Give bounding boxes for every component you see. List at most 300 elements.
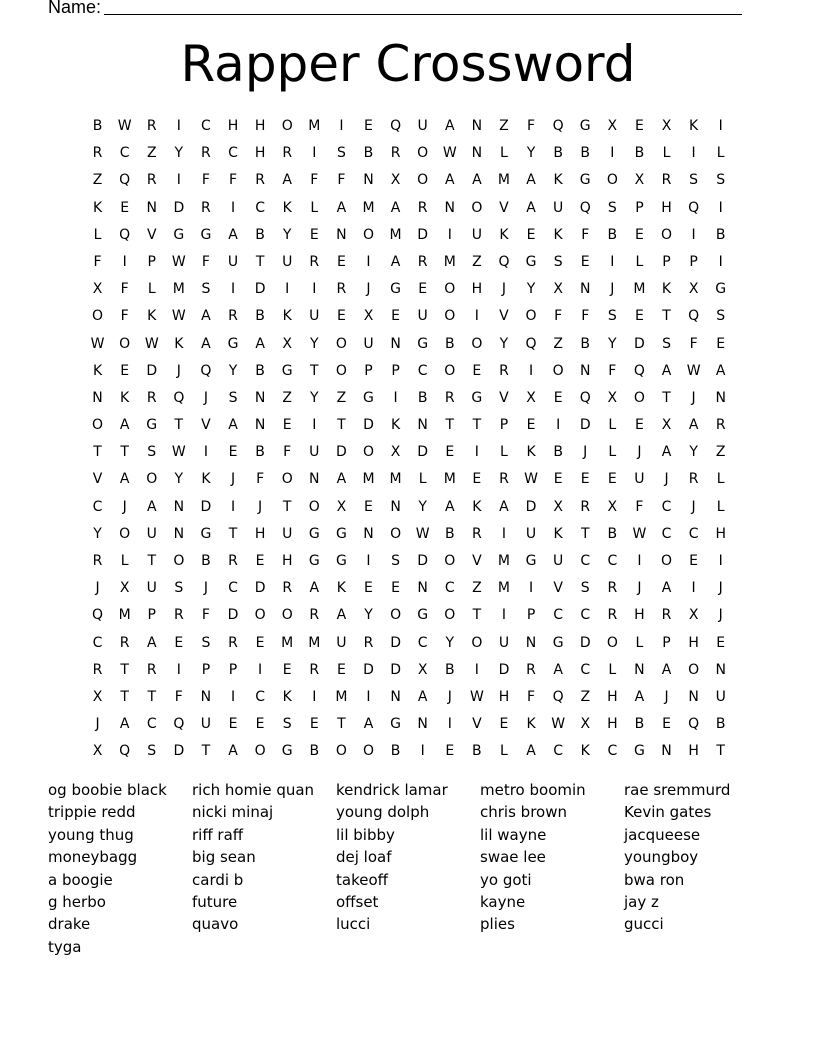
grid-letter[interactable]: E [336,661,346,678]
grid-letter[interactable]: Q [173,389,185,406]
grid-letter[interactable]: S [607,199,617,216]
grid-letter[interactable]: X [92,688,103,705]
grid-letter[interactable]: O [92,417,104,434]
grid-letter[interactable]: A [417,688,428,705]
grid-letter[interactable]: E [282,661,292,678]
grid-letter[interactable]: E [607,471,617,488]
grid-letter[interactable]: X [688,281,699,298]
grid-letter[interactable]: A [228,743,238,760]
grid-letter[interactable]: U [417,118,428,134]
grid-letter[interactable]: E [472,471,482,488]
grid-letter[interactable]: E [174,634,184,651]
grid-letter[interactable]: X [119,580,130,597]
grid-letter[interactable]: C [146,716,157,733]
grid-letter[interactable]: I [501,607,507,624]
grid-letter[interactable]: N [634,661,645,678]
grid-letter[interactable]: R [146,118,157,134]
grid-letter[interactable]: M [443,253,456,270]
grid-letter[interactable]: A [228,417,238,434]
grid-letter[interactable]: B [607,525,618,542]
grid-letter[interactable]: E [255,553,265,569]
grid-letter[interactable]: O [606,634,618,651]
grid-letter[interactable]: Q [552,118,564,134]
grid-letter[interactable]: E [472,362,482,379]
grid-letter[interactable]: H [471,281,483,298]
grid-letter[interactable]: K [553,226,563,243]
grid-letter[interactable]: Y [310,389,319,406]
name-line[interactable] [104,14,742,15]
grid-letter[interactable]: A [309,580,320,597]
grid-letter[interactable]: L [93,226,102,243]
grid-letter[interactable]: M [118,607,131,624]
grid-letter[interactable]: G [579,118,591,134]
grid-letter[interactable]: G [200,525,212,542]
grid-letter[interactable]: A [661,362,672,379]
grid-letter[interactable]: O [281,471,293,488]
grid-letter[interactable]: Y [418,498,427,515]
grid-letter[interactable]: Q [92,607,104,624]
grid-letter[interactable]: Y [174,471,184,488]
grid-letter[interactable]: K [92,362,103,379]
grid-letter[interactable]: L [716,471,725,488]
grid-letter[interactable]: G [471,389,483,406]
grid-letter[interactable]: T [716,743,725,760]
grid-letter[interactable]: M [389,226,402,243]
grid-letter[interactable]: W [117,118,132,134]
grid-letter[interactable]: C [417,362,428,379]
grid-letter[interactable]: G [715,281,727,298]
grid-letter[interactable]: T [337,716,346,733]
grid-letter[interactable]: N [254,417,266,434]
grid-letter[interactable]: G [525,553,537,569]
grid-letter[interactable]: J [230,471,236,488]
grid-letter[interactable]: W [632,525,647,542]
grid-letter[interactable]: A [390,199,401,216]
grid-letter[interactable]: E [634,308,644,325]
grid-letter[interactable]: K [553,525,563,542]
grid-letter[interactable]: N [336,226,347,243]
grid-letter[interactable]: T [93,444,102,461]
grid-letter[interactable]: O [119,525,131,542]
grid-letter[interactable]: P [147,607,156,624]
grid-letter[interactable]: K [92,199,103,216]
grid-letter[interactable]: T [580,525,590,542]
grid-letter[interactable]: T [662,389,671,406]
grid-letter[interactable]: Z [580,688,591,705]
grid-letter[interactable]: H [254,145,266,162]
grid-letter[interactable]: X [390,172,401,189]
grid-letter[interactable]: S [201,634,211,651]
grid-letter[interactable]: E [634,118,644,134]
grid-letter[interactable]: Z [472,253,482,270]
grid-letter[interactable]: U [471,226,482,243]
grid-letter[interactable]: G [173,226,185,243]
grid-letter[interactable]: F [201,253,210,270]
grid-letter[interactable]: D [417,226,429,243]
grid-letter[interactable]: U [553,199,564,216]
grid-letter[interactable]: E [255,634,265,651]
grid-letter[interactable]: M [497,580,510,597]
grid-letter[interactable]: O [417,145,429,162]
grid-letter[interactable]: G [281,362,293,379]
grid-letter[interactable]: W [90,335,105,352]
grid-letter[interactable]: V [92,471,103,488]
grid-letter[interactable]: F [337,172,346,189]
grid-letter[interactable]: H [254,525,266,542]
grid-letter[interactable]: W [469,688,484,705]
grid-letter[interactable]: Z [499,118,509,134]
grid-letter[interactable]: J [258,498,263,515]
grid-letter[interactable]: T [472,417,482,434]
grid-letter[interactable]: K [201,471,211,488]
grid-letter[interactable]: O [525,308,537,325]
grid-letter[interactable]: O [335,335,347,352]
grid-letter[interactable]: E [553,471,563,488]
grid-letter[interactable]: A [526,743,536,760]
grid-letter[interactable]: J [664,471,669,488]
grid-letter[interactable]: Y [228,362,238,379]
grid-letter[interactable]: A [336,471,347,488]
grid-letter[interactable]: A [688,417,699,434]
grid-letter[interactable]: U [634,471,645,488]
grid-letter[interactable]: G [200,226,212,243]
grid-letter[interactable]: A [661,444,672,461]
grid-letter[interactable]: K [553,172,563,189]
grid-letter[interactable]: Y [310,335,319,352]
grid-letter[interactable]: D [579,634,591,651]
grid-letter[interactable]: E [228,444,238,461]
grid-letter[interactable]: I [691,145,696,162]
grid-letter[interactable]: E [580,471,590,488]
grid-letter[interactable]: A [336,607,347,624]
grid-letter[interactable]: K [499,226,509,243]
grid-letter[interactable]: J [95,580,100,597]
grid-letter[interactable]: C [444,580,455,597]
grid-letter[interactable]: I [718,553,723,569]
grid-letter[interactable]: G [552,634,564,651]
grid-letter[interactable]: I [203,444,208,461]
grid-letter[interactable]: P [364,362,373,379]
grid-letter[interactable]: X [282,335,292,352]
grid-letter[interactable]: C [688,525,699,542]
grid-letter[interactable]: O [606,172,618,189]
grid-letter[interactable]: R [92,553,103,569]
grid-letter[interactable]: J [637,444,642,461]
grid-letter[interactable]: A [201,335,211,352]
grid-letter[interactable]: G [363,389,374,406]
grid-letter[interactable]: S [716,308,726,325]
grid-letter[interactable]: F [581,226,590,243]
grid-letter[interactable]: R [499,471,509,488]
grid-letter[interactable]: E [716,634,726,651]
grid-letter[interactable]: N [661,743,672,760]
grid-letter[interactable]: A [255,335,265,352]
grid-letter[interactable]: F [689,335,698,352]
grid-letter[interactable]: R [715,417,726,434]
grid-letter[interactable]: A [634,688,645,705]
grid-letter[interactable]: H [634,607,645,624]
grid-letter[interactable]: W [171,308,186,325]
grid-letter[interactable]: X [607,498,618,515]
grid-letter[interactable]: E [553,389,563,406]
grid-letter[interactable]: O [362,444,374,461]
grid-letter[interactable]: U [498,634,510,651]
grid-letter[interactable]: H [281,553,293,569]
grid-letter[interactable]: F [120,281,129,298]
grid-letter[interactable]: I [312,281,317,298]
grid-letter[interactable]: A [444,118,455,134]
grid-letter[interactable]: E [364,580,373,597]
grid-letter[interactable]: J [691,389,696,406]
grid-letter[interactable]: N [363,172,374,189]
grid-letter[interactable]: M [633,281,646,298]
grid-letter[interactable]: S [553,253,563,270]
grid-letter[interactable]: D [390,634,401,651]
grid-letter[interactable]: R [607,607,618,624]
grid-letter[interactable]: D [417,444,429,461]
grid-letter[interactable]: O [254,743,266,760]
grid-letter[interactable]: R [201,145,211,162]
grid-letter[interactable]: E [634,226,644,243]
grid-letter[interactable]: Z [92,172,103,189]
grid-letter[interactable]: Q [688,308,700,325]
grid-letter[interactable]: Q [498,253,510,270]
grid-letter[interactable]: A [715,362,726,379]
grid-letter[interactable]: M [308,118,321,134]
grid-letter[interactable]: C [580,607,591,624]
grid-letter[interactable]: V [499,308,509,325]
grid-letter[interactable]: A [282,172,292,189]
grid-letter[interactable]: S [282,716,292,733]
grid-letter[interactable]: R [661,607,672,624]
grid-letter[interactable]: U [417,308,428,325]
grid-letter[interactable]: X [607,389,618,406]
grid-letter[interactable]: E [336,308,346,325]
grid-letter[interactable]: A [499,498,509,515]
grid-letter[interactable]: R [119,634,130,651]
grid-letter[interactable]: C [553,607,564,624]
grid-letter[interactable]: B [607,226,618,243]
grid-letter[interactable]: L [500,444,508,461]
grid-letter[interactable]: P [689,253,698,270]
grid-letter[interactable]: N [200,688,212,705]
grid-letter[interactable]: D [525,498,537,515]
grid-letter[interactable]: R [661,172,672,189]
grid-letter[interactable]: E [364,498,373,515]
grid-letter[interactable]: C [255,688,265,705]
grid-letter[interactable]: E [336,253,346,270]
grid-letter[interactable]: E [580,253,590,270]
grid-letter[interactable]: R [607,580,618,597]
grid-letter[interactable]: A [661,661,672,678]
grid-letter[interactable]: H [254,118,266,134]
grid-letter[interactable]: R [255,172,265,189]
grid-letter[interactable]: V [553,580,563,597]
grid-letter[interactable]: Y [174,145,184,162]
grid-letter[interactable]: X [92,281,103,298]
grid-letter[interactable]: P [662,634,671,651]
grid-letter[interactable]: Y [608,335,617,352]
grid-letter[interactable]: R [336,281,347,298]
grid-letter[interactable]: D [254,580,266,597]
grid-letter[interactable]: G [308,525,320,542]
grid-letter[interactable]: M [281,634,294,651]
letter-grid[interactable] [84,113,734,766]
grid-letter[interactable]: Q [119,226,131,243]
grid-letter[interactable]: T [147,553,157,569]
grid-letter[interactable]: N [471,145,483,162]
grid-letter[interactable]: W [686,362,701,379]
grid-letter[interactable]: U [309,444,320,461]
grid-letter[interactable]: R [390,145,401,162]
grid-letter[interactable]: F [554,308,563,325]
grid-letter[interactable]: E [364,118,373,134]
grid-letter[interactable]: W [171,444,186,461]
grid-letter[interactable]: I [176,118,181,134]
grid-letter[interactable]: O [471,634,483,651]
grid-letter[interactable]: B [444,335,455,352]
grid-letter[interactable]: T [228,525,238,542]
grid-letter[interactable]: Y [282,226,292,243]
grid-letter[interactable]: G [579,172,591,189]
grid-letter[interactable]: O [254,607,266,624]
grid-letter[interactable]: J [583,444,588,461]
grid-letter[interactable]: V [201,417,211,434]
grid-letter[interactable]: S [147,444,157,461]
grid-letter[interactable]: R [146,661,157,678]
grid-letter[interactable]: O [390,607,402,624]
grid-letter[interactable]: M [172,281,185,298]
grid-letter[interactable]: O [362,226,374,243]
grid-letter[interactable]: F [228,172,238,189]
grid-letter[interactable]: S [147,743,157,760]
grid-letter[interactable]: L [120,553,129,569]
grid-letter[interactable]: R [146,389,157,406]
grid-letter[interactable]: G [417,607,429,624]
grid-letter[interactable]: J [718,580,723,597]
grid-letter[interactable]: Q [633,362,645,379]
grid-letter[interactable]: T [120,688,129,705]
grid-letter[interactable]: T [472,607,482,624]
grid-letter[interactable]: S [174,580,184,597]
grid-letter[interactable]: A [228,226,238,243]
grid-letter[interactable]: N [715,661,726,678]
grid-letter[interactable]: N [309,471,320,488]
grid-letter[interactable]: A [444,498,455,515]
grid-letter[interactable]: H [688,634,699,651]
grid-letter[interactable]: F [93,253,102,270]
grid-letter[interactable]: C [553,743,564,760]
grid-letter[interactable]: A [661,580,672,597]
grid-letter[interactable]: D [634,335,645,352]
grid-letter[interactable]: I [691,580,696,597]
grid-letter[interactable]: R [146,172,157,189]
grid-letter[interactable]: B [472,743,482,760]
grid-letter[interactable]: Y [93,525,102,542]
grid-letter[interactable]: O [335,362,347,379]
grid-letter[interactable]: O [308,498,320,515]
grid-letter[interactable]: I [230,688,236,705]
grid-letter[interactable]: E [689,553,699,569]
grid-letter[interactable]: G [390,281,401,298]
grid-letter[interactable]: N [417,417,428,434]
grid-letter[interactable]: V [499,389,509,406]
grid-letter[interactable]: Y [526,281,536,298]
grid-letter[interactable]: X [661,118,672,134]
grid-letter[interactable]: X [607,118,618,134]
grid-letter[interactable]: E [120,199,130,216]
grid-letter[interactable]: U [146,525,157,542]
grid-letter[interactable]: R [92,145,103,162]
grid-letter[interactable]: F [635,498,644,515]
grid-letter[interactable]: P [228,661,238,678]
grid-letter[interactable]: N [579,362,591,379]
grid-letter[interactable]: I [393,389,398,406]
grid-letter[interactable]: B [417,389,428,406]
grid-letter[interactable]: B [255,362,265,379]
grid-letter[interactable]: C [607,743,618,760]
grid-letter[interactable]: L [716,145,725,162]
grid-letter[interactable]: A [390,253,401,270]
grid-letter[interactable]: R [228,634,238,651]
grid-letter[interactable]: O [471,199,483,216]
grid-letter[interactable]: L [635,253,644,270]
grid-letter[interactable]: R [309,253,320,270]
grid-letter[interactable]: Q [688,716,700,733]
grid-letter[interactable]: P [201,661,211,678]
grid-letter[interactable]: I [691,226,696,243]
grid-letter[interactable]: P [662,253,671,270]
grid-letter[interactable]: R [526,661,536,678]
grid-letter[interactable]: N [579,281,591,298]
grid-letter[interactable]: N [525,634,537,651]
grid-letter[interactable]: I [420,743,425,760]
grid-letter[interactable]: F [581,308,590,325]
grid-letter[interactable]: T [310,362,319,379]
grid-letter[interactable]: C [417,634,428,651]
grid-letter[interactable]: L [608,417,617,434]
grid-letter[interactable]: V [472,716,482,733]
grid-letter[interactable]: X [417,661,428,678]
grid-letter[interactable]: I [474,444,479,461]
grid-letter[interactable]: I [718,199,723,216]
grid-letter[interactable]: A [553,661,563,678]
grid-letter[interactable]: R [228,553,238,569]
grid-letter[interactable]: M [443,471,456,488]
grid-letter[interactable]: N [390,335,401,352]
grid-letter[interactable]: G [335,525,347,542]
grid-letter[interactable]: O [92,308,104,325]
grid-letter[interactable]: S [607,308,617,325]
grid-letter[interactable]: I [501,525,507,542]
grid-letter[interactable]: K [120,389,130,406]
grid-letter[interactable]: J [637,580,642,597]
grid-letter[interactable]: I [447,716,452,733]
grid-letter[interactable]: I [474,661,479,678]
grid-letter[interactable]: B [715,716,726,733]
grid-letter[interactable]: C [92,634,103,651]
grid-letter[interactable]: R [201,199,211,216]
grid-letter[interactable]: I [447,226,452,243]
grid-letter[interactable]: I [122,253,127,270]
grid-letter[interactable]: L [608,661,617,678]
grid-letter[interactable]: R [282,145,293,162]
grid-letter[interactable]: R [92,661,103,678]
grid-letter[interactable]: F [527,688,536,705]
grid-letter[interactable]: O [661,226,673,243]
grid-letter[interactable]: Z [553,335,563,352]
grid-letter[interactable]: C [661,498,672,515]
